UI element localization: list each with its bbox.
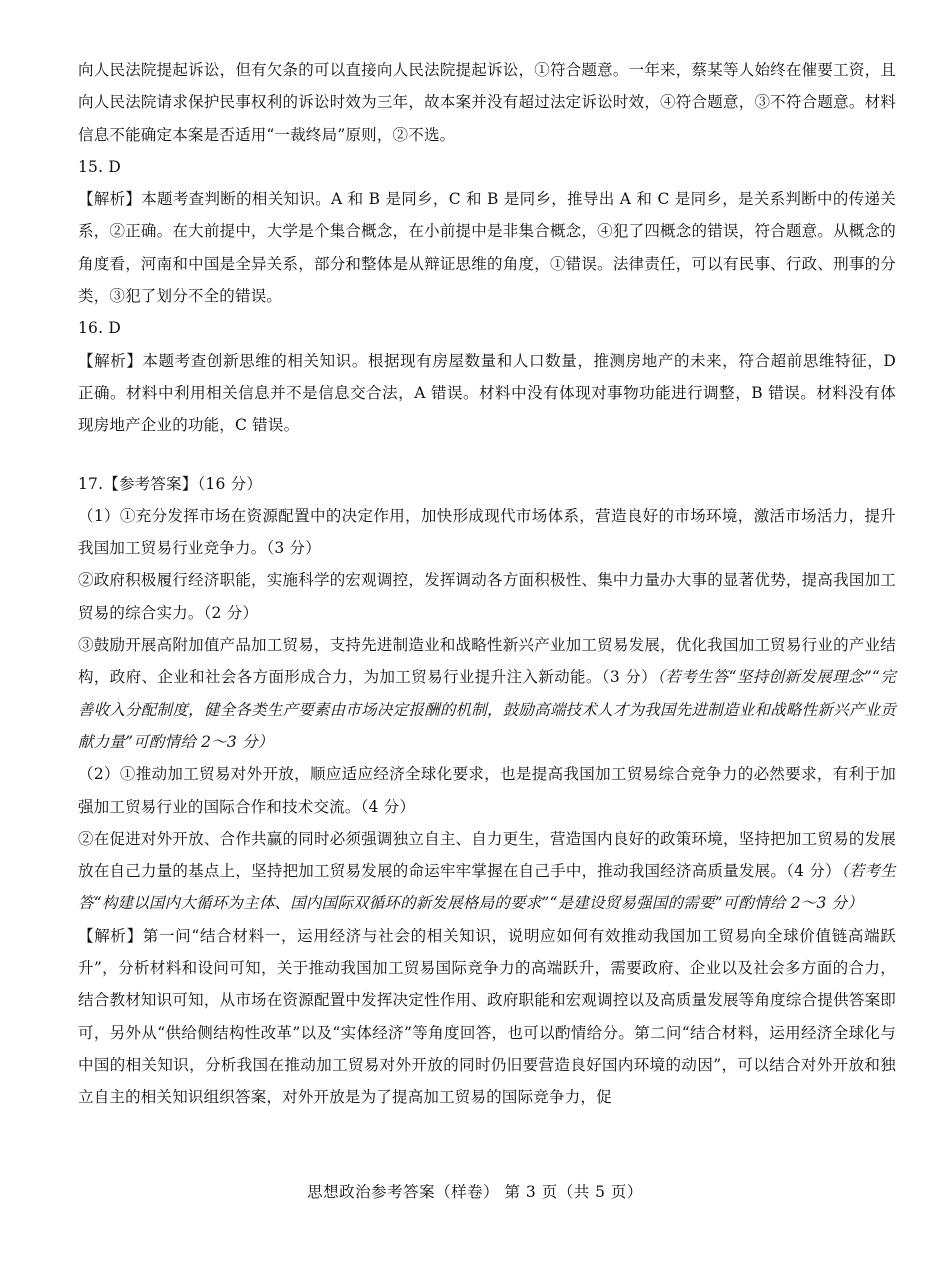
q15-explanation: 【解析】本题考查判断的相关知识。A 和 B 是同乡，C 和 B 是同乡，推导出 A 和 C 是同乡，是关系判断中的传递关系，②正确。在大前提中，大学是个集合概念，在小前提中是非集合概念，④犯了四概念的错误，符合题意。从概念的角度看，河南和中国是全异关系，部分和整体是从辩证思维的角度，①错误。法律责任，可以有民事、行政、刑事的分类，③犯了划分不全的错误。 [78, 190, 896, 306]
q17-part2-point2-text: ②在促进对外开放、合作共赢的同时必须强调独立自主、自力更生，营造国内良好的政策环境，坚持把加工贸易的发展放在自己力量的基点上，坚持把加工贸易发展的命运牢牢掌握在自己手中，推动我国经济高质量发展。（4 分） [78, 829, 896, 881]
q15-answer: 15. D [78, 157, 122, 176]
q17-part1-point3-text: ③鼓励开展高附加值产品加工贸易，支持先进制造业和战略性新兴产业加工贸易发展，优化我国加工贸易行业的产业结构，政府、企业和社会各方面形成合力，为加工贸易行业提升注入新动能。（3 分） [78, 636, 896, 687]
q14-explanation-tail: 向人民法院提起诉讼，但有欠条的可以直接向人民法院提起诉讼，①符合题意。一年来，蔡某等人始终在催要工资，且向人民法院请求保护民事权利的诉讼时效为三年，故本案并没有超过法定诉讼时效，④符合题意，③不符合题意。材料信息不能确定本案是否适用“一裁终局”原则，②不选。 [78, 61, 896, 144]
q17-part2-point2-note: （若考生答“构建以国内大循环为主体、国内国际双循环的新发展格局的要求”“是建设贸易强国的需要”可酌情给 2～3 分） [78, 862, 896, 913]
q17-explanation: 【解析】第一问“结合材料一，运用经济与社会的相关知识，说明应如何有效推动我国加工贸易向全球价值链高端跃升”，分析材料和设问可知，关于推动我国加工贸易国际竞争力的高端跃升，需要政府、企业以及社会多方面的合力，结合教材知识可知，从市场在资源配置中发挥决定性作用、政府职能和宏观调控以及高质量发展等角度综合提供答案即可，另外从“供给侧结构性改革”以及“实体经济”等角度回答，也可以酌情给分。第二问“结合材料，运用经济全球化与中国的相关知识，分析我国在推动加工贸易对外开放的同时仍旧要营造良好国内环境的动因”，可以结合对外开放和独立自主的相关知识组织答案，对外开放是为了提高加工贸易的国际竞争力，促 [78, 926, 896, 1107]
q17-part2-point1: （2）①推动加工贸易对外开放，顺应适应经济全球化要求，也是提高我国加工贸易综合竞争力的必然要求，有利于加强加工贸易行业的国际合作和技术交流。（4 分） [78, 765, 896, 816]
page-content [78, 54, 896, 1114]
q16-explanation: 【解析】本题考查创新思维的相关知识。根据现有房屋数量和人口数量，推测房地产的未来，符合超前思维特征，D 正确。材料中利用相关信息并不是信息交合法，A 错误。材料中没有体现对事物功能进行调整，B 错误。材料没有体现房地产企业的功能，C 错误。 [78, 351, 896, 435]
q17-header: 17.【参考答案】（16 分） [78, 474, 263, 493]
q17-part2-point2 [78, 823, 896, 920]
q17-part1-point2: ②政府积极履行经济职能，实施科学的宏观调控，发挥调动各方面积极性、集中力量办大事的显著优势，提高我国加工贸易的综合实力。（2 分） [78, 571, 896, 622]
section-gap [78, 442, 896, 468]
q17-part1-point1: （1）①充分发挥市场在资源配置中的决定作用，加快形成现代市场体系，营造良好的市场环境，激活市场活力，提升我国加工贸易行业竞争力。（3 分） [78, 506, 896, 558]
q17-part1-point3-note: （若考生答“坚持创新发展理念”“完善收入分配制度，健全各类生产要素由市场决定报酬的机制，鼓励高端技术人才为我国先进制造业和战略性新兴产业贡献力量”可酌情给 2～3 分） [78, 668, 896, 751]
q17-part1-point3 [78, 629, 896, 758]
q16-answer: 16. D [78, 319, 122, 338]
page-footer: 思想政治参考答案（样卷） 第 3 页（共 5 页） [307, 1183, 643, 1201]
